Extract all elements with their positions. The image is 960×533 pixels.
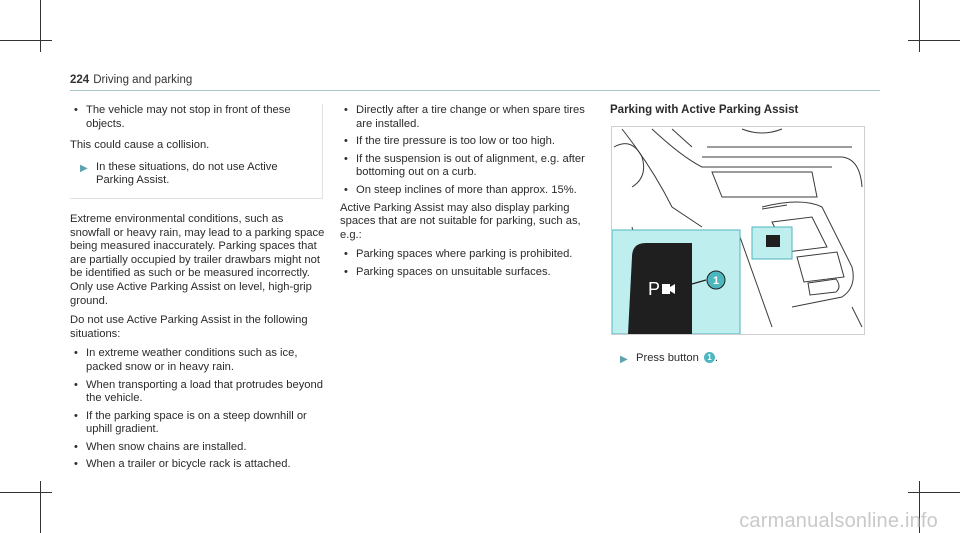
crop-mark <box>0 492 52 493</box>
crop-mark <box>908 40 960 41</box>
bullet-icon: • <box>344 183 348 196</box>
column-2 <box>340 104 595 284</box>
warning-box <box>70 104 323 199</box>
list-item: • Parking spaces where parking is prohibited. <box>344 248 573 261</box>
paragraph: Extreme environmental conditions, such as snowfall or heavy rain, may lead to a parking space being measured inaccurately. Parking spaces that are partially occupied by trailer drawbars might not be identified as such or be measured incorrectly. Only use Active Parking Assist on level, high-grip ground. <box>70 212 325 307</box>
header-rule <box>70 90 880 91</box>
paragraph: Do not use Active Parking Assist in the following situations: <box>70 314 308 340</box>
parking-button-icon: P <box>648 279 661 299</box>
list-item: • The vehicle may not stop in front of these objects. <box>74 104 291 130</box>
page-number: 224 <box>70 74 90 86</box>
crop-mark <box>40 0 41 52</box>
bullet-icon: • <box>344 152 348 165</box>
console-illustration <box>611 126 865 335</box>
crop-mark <box>908 492 960 493</box>
section-heading: Parking with Active Parking Assist <box>610 104 799 116</box>
bullet-icon: • <box>344 135 348 148</box>
bullet-icon: • <box>74 458 78 471</box>
bullet-icon: • <box>74 104 78 116</box>
step-arrow-icon: ▶ <box>620 354 628 365</box>
list-item: • When snow chains are installed. <box>74 440 247 453</box>
watermark: carmanualsonline.info <box>739 510 938 533</box>
callout-number: 1 <box>713 275 720 287</box>
situations-list <box>70 347 325 472</box>
page-header <box>70 74 192 88</box>
bullet-icon: • <box>74 347 78 360</box>
bullet-icon: • <box>74 378 78 391</box>
bullet-icon: • <box>344 248 348 261</box>
list-item: • If the parking space is on a steep downhill or uphill gradient. <box>74 409 307 436</box>
column-1 <box>70 104 325 476</box>
crop-mark <box>919 0 920 52</box>
list-item: • When a trailer or bicycle rack is attached. <box>74 458 291 471</box>
crop-mark <box>40 481 41 533</box>
callout-badge: 1 <box>704 352 715 363</box>
collision-text: This could cause a collision. <box>70 139 210 152</box>
list-item: • Parking spaces on unsuitable surfaces. <box>344 265 551 278</box>
instruction-step: ▶ In these situations, do not use Active Parking Assist. <box>80 160 278 187</box>
bullet-icon: • <box>74 409 78 422</box>
camera-icon <box>662 284 670 294</box>
console-drawing <box>612 127 864 334</box>
situations-list-cont <box>340 104 595 198</box>
list-item: • In extreme weather conditions such as ice, packed snow or in heavy rain. <box>74 347 298 373</box>
list-item: • On steep inclines of more than approx. 15%. <box>344 183 577 196</box>
paragraph: Active Parking Assist may also display parking spaces that are not suitable for parking, such as, e.g.: <box>340 201 581 241</box>
crop-mark <box>0 40 52 41</box>
list-item: • If the suspension is out of alignment, e.g. after bottoming out on a curb. <box>344 152 585 179</box>
list-item: • Directly after a tire change or when spare tires are installed. <box>344 104 585 130</box>
bullet-icon: • <box>344 104 348 116</box>
unsuitable-list <box>340 248 595 279</box>
column-3 <box>610 104 870 128</box>
section-title: Driving and parking <box>93 74 193 86</box>
step-arrow-icon: ▶ <box>80 162 88 174</box>
bullet-icon: • <box>74 440 78 453</box>
console-button <box>766 235 780 247</box>
list-item: • When transporting a load that protrudes beyond the vehicle. <box>74 378 323 405</box>
list-item: • If the tire pressure is too low or too high. <box>344 135 555 148</box>
press-button-step: ▶ Press button 1 . <box>620 352 719 365</box>
bullet-icon: • <box>344 265 348 278</box>
